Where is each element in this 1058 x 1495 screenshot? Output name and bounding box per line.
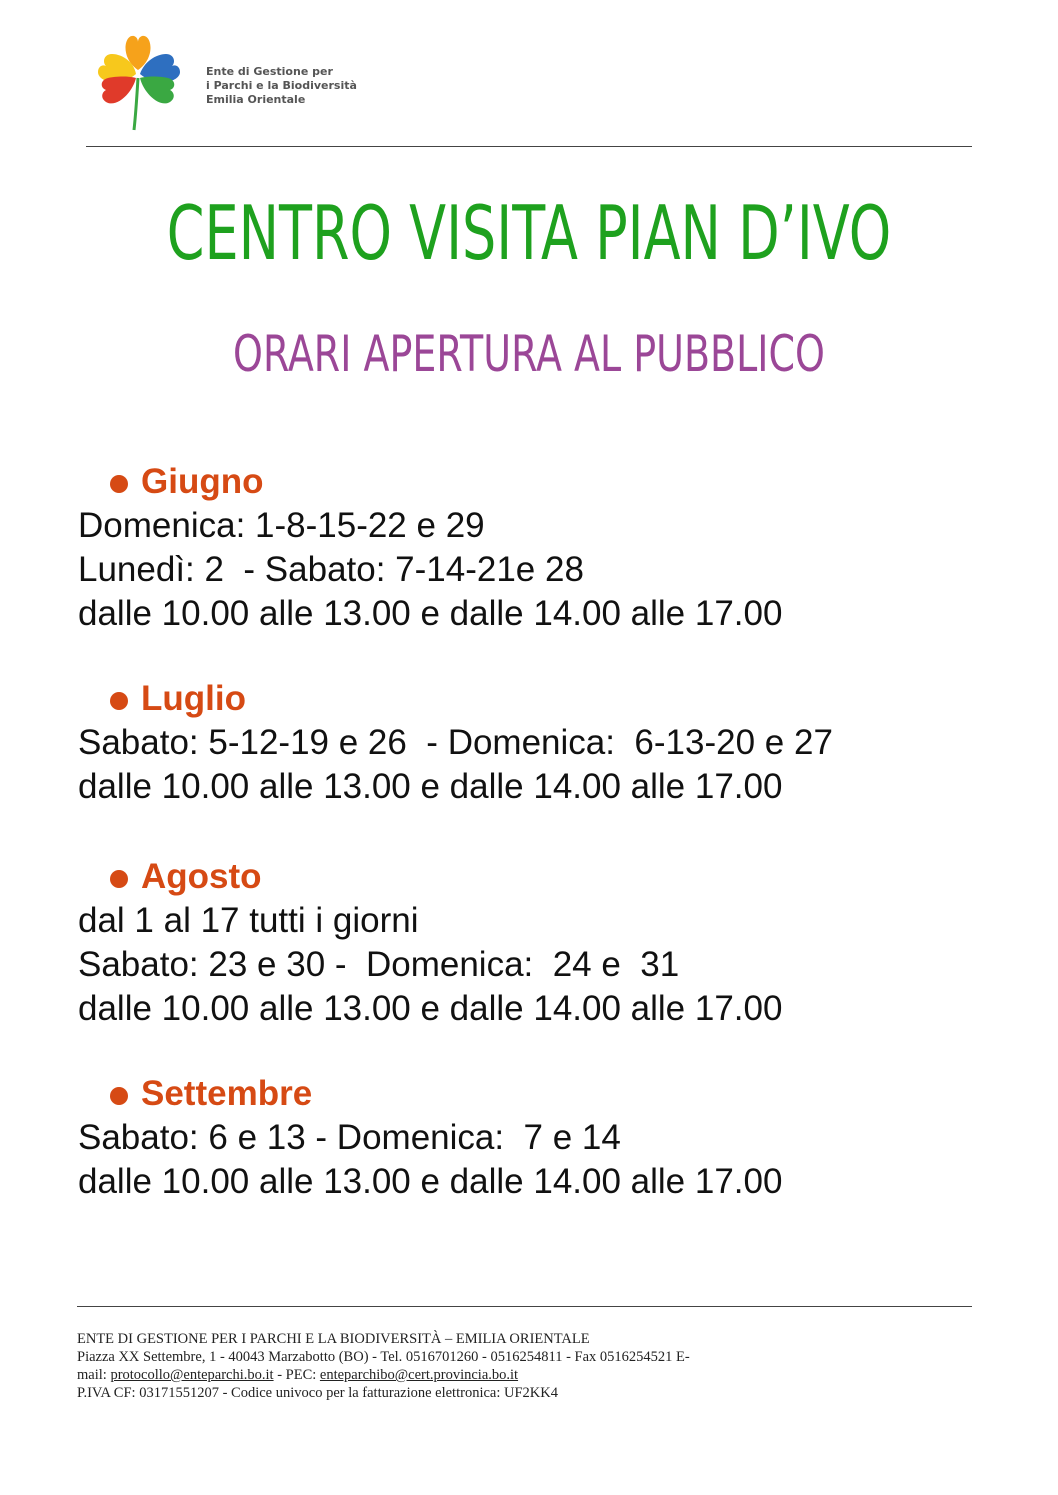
page-subtitle: ORARI APERTURA AL PUBBLICO [233,325,825,383]
schedule-line: dal 1 al 17 tutti i giorni [78,901,419,940]
footer-mail-label: mail: [77,1367,111,1383]
bullet-icon [110,475,128,493]
month-name: Agosto [141,857,262,896]
schedule-line: Lunedì: 2 - Sabato: 7-14-21e 28 [78,550,584,589]
footer-pec-label: - PEC: [273,1367,320,1383]
schedule-line: dalle 10.00 alle 13.00 e dalle 14.00 alle 17.00 [78,1162,783,1201]
email-link[interactable]: protocollo@enteparchi.bo.it [110,1367,274,1383]
footer-piva: P.IVA CF: 03171551207 - Codice univoco per la fatturazione elettronica: UF2KK4 [77,1385,558,1401]
footer-divider [77,1306,972,1307]
month-name: Luglio [141,679,246,718]
org-name [206,65,357,107]
month-heading [110,855,978,899]
bullet-icon [110,870,128,888]
four-leaf-clover-logo [90,28,186,132]
month-section-luglio [78,677,978,809]
month-name: Giugno [141,462,264,501]
month-name: Settembre [141,1074,313,1113]
bullet-icon [110,1087,128,1105]
bullet-icon [110,692,128,710]
footer-address: Piazza XX Settembre, 1 - 40043 Marzabotto (BO) - Tel. 0516701260 - 0516254811 - Fax 0516254521 E- [77,1349,690,1365]
header [90,28,970,140]
schedule-line: dalle 10.00 alle 13.00 e dalle 14.00 alle 17.00 [78,989,783,1028]
page-title: CENTRO VISITA PIAN D’IVO [166,189,892,277]
org-name-line: Ente di Gestione per [206,65,333,78]
pec-email-link[interactable]: enteparchibo@cert.provincia.bo.it [319,1367,519,1383]
schedule-line: Sabato: 6 e 13 - Domenica: 7 e 14 [78,1118,621,1157]
footer-contacts [77,1366,977,1384]
footer-org: ENTE DI GESTIONE PER I PARCHI E LA BIODIVERSITÀ – EMILIA ORIENTALE [77,1331,590,1347]
month-section-settembre [78,1072,978,1204]
org-name-line: Emilia Orientale [206,93,306,106]
header-divider [86,146,972,147]
schedule-line: dalle 10.00 alle 13.00 e dalle 14.00 alle 17.00 [78,594,783,633]
schedule-line: Sabato: 23 e 30 - Domenica: 24 e 31 [78,945,680,984]
schedule-line: dalle 10.00 alle 13.00 e dalle 14.00 alle 17.00 [78,767,783,806]
org-name-line: i Parchi e la Biodiversità [206,79,357,92]
footer [77,1330,977,1402]
month-heading [110,677,978,721]
month-heading [110,1072,978,1116]
month-section-agosto [78,855,978,1031]
schedule-line: Domenica: 1-8-15-22 e 29 [78,506,485,545]
month-section-giugno [78,460,978,636]
schedule-line: Sabato: 5-12-19 e 26 - Domenica: 6-13-20 e 27 [78,723,833,762]
month-heading [110,460,978,504]
